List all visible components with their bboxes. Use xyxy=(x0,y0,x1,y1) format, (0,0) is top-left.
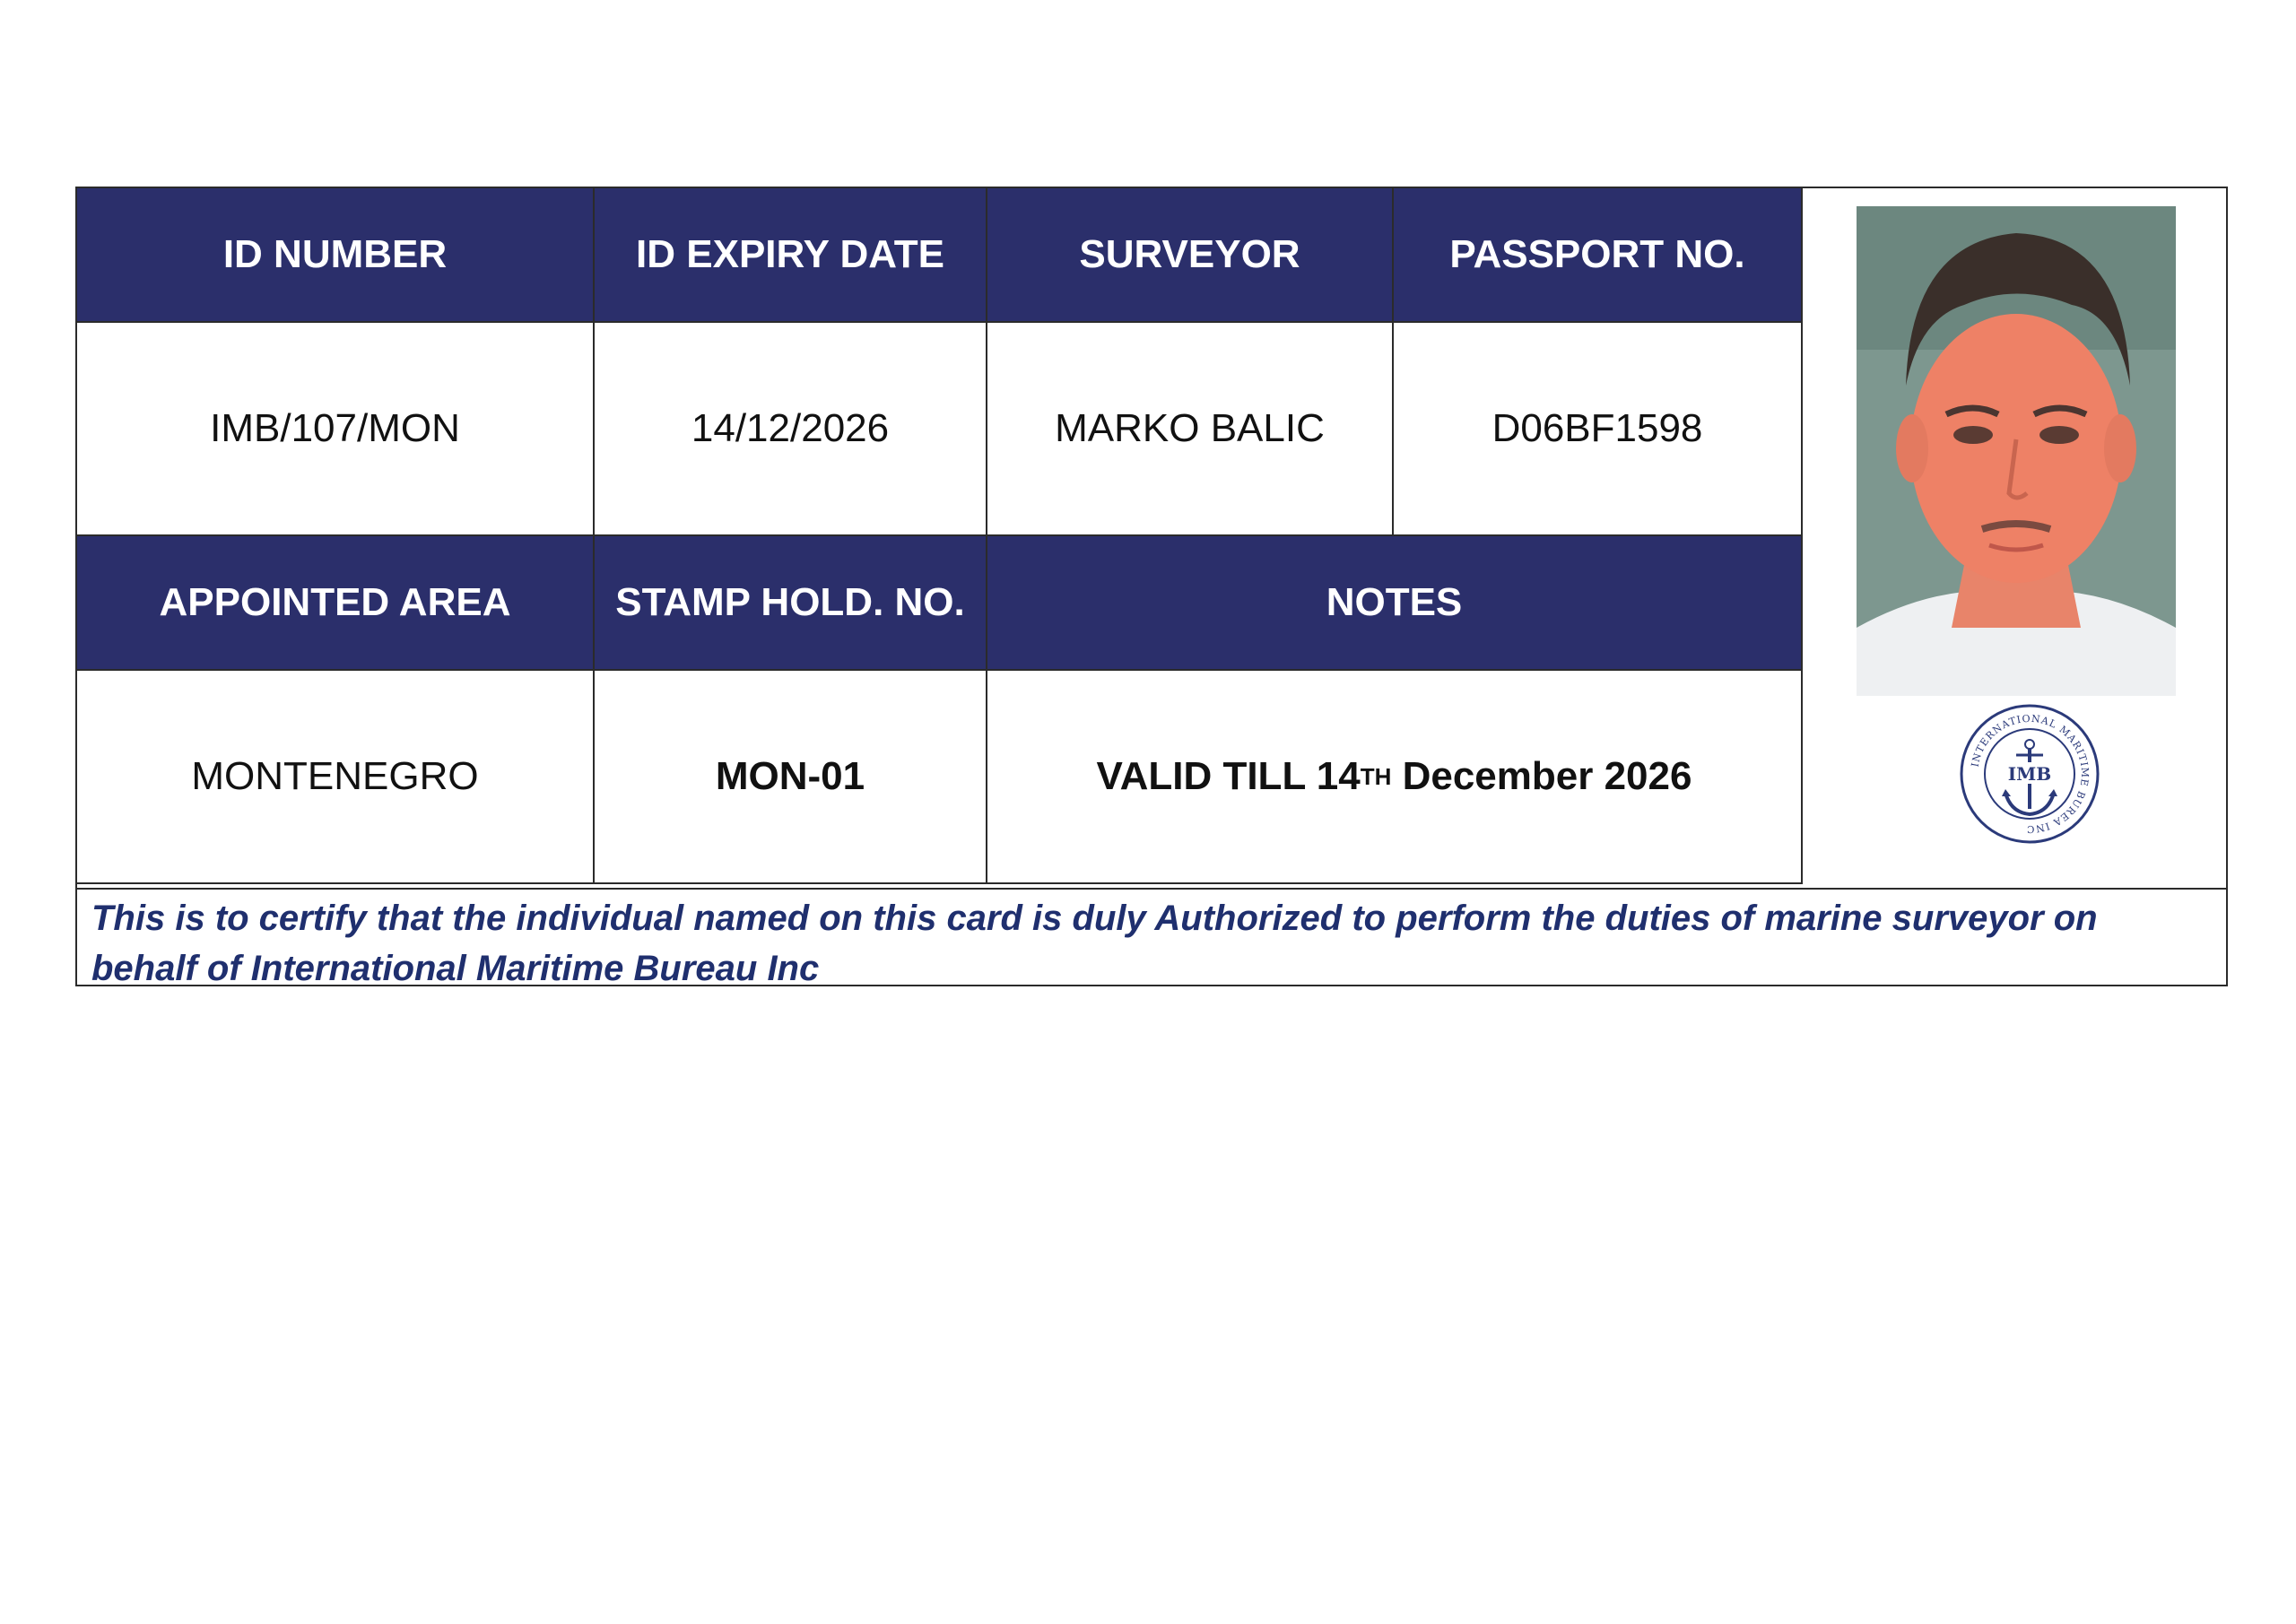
imb-seal-logo xyxy=(1959,703,2100,845)
value-stamp-hold-no: MON-01 xyxy=(595,671,987,884)
notes-suffix: December 2026 xyxy=(1391,754,1692,798)
value-appointed-area: MONTENEGRO xyxy=(77,671,595,884)
value-passport-no: D06BF1598 xyxy=(1394,323,1803,536)
value-notes: VALID TILL 14 TH December 2026 xyxy=(987,671,1803,884)
surveyor-id-card xyxy=(75,187,2228,986)
value-id-number: IMB/107/MON xyxy=(77,323,595,536)
anchor-seal-icon xyxy=(1959,703,2100,845)
seal-center-text: IMB xyxy=(2007,763,2052,785)
portrait-image xyxy=(1857,206,2176,696)
notes-prefix: VALID TILL 14 xyxy=(1096,754,1361,798)
seal-ring-text: INTERNATIONAL MARITIME BUREA INC xyxy=(1969,712,2092,836)
header-id-expiry-date: ID EXPIRY DATE xyxy=(595,188,987,323)
value-id-expiry-date: 14/12/2026 xyxy=(595,323,987,536)
value-surveyor: MARKO BALIC xyxy=(987,323,1394,536)
header-notes: NOTES xyxy=(987,536,1803,671)
surveyor-photo xyxy=(1857,206,2176,696)
card-info-table xyxy=(77,188,1805,888)
header-id-number: ID NUMBER xyxy=(77,188,595,323)
header-stamp-hold-no: STAMP HOLD. NO. xyxy=(595,536,987,671)
header-surveyor: SURVEYOR xyxy=(987,188,1394,323)
header-passport-no: PASSPORT NO. xyxy=(1394,188,1803,323)
header-appointed-area: APPOINTED AREA xyxy=(77,536,595,671)
photo-column xyxy=(1805,188,2226,888)
certification-statement: This is to certify that the individual named on this card is duly Authorized to perform the duties of marine surveyor on behalf of International Maritime Bureau Inc xyxy=(77,888,2226,986)
